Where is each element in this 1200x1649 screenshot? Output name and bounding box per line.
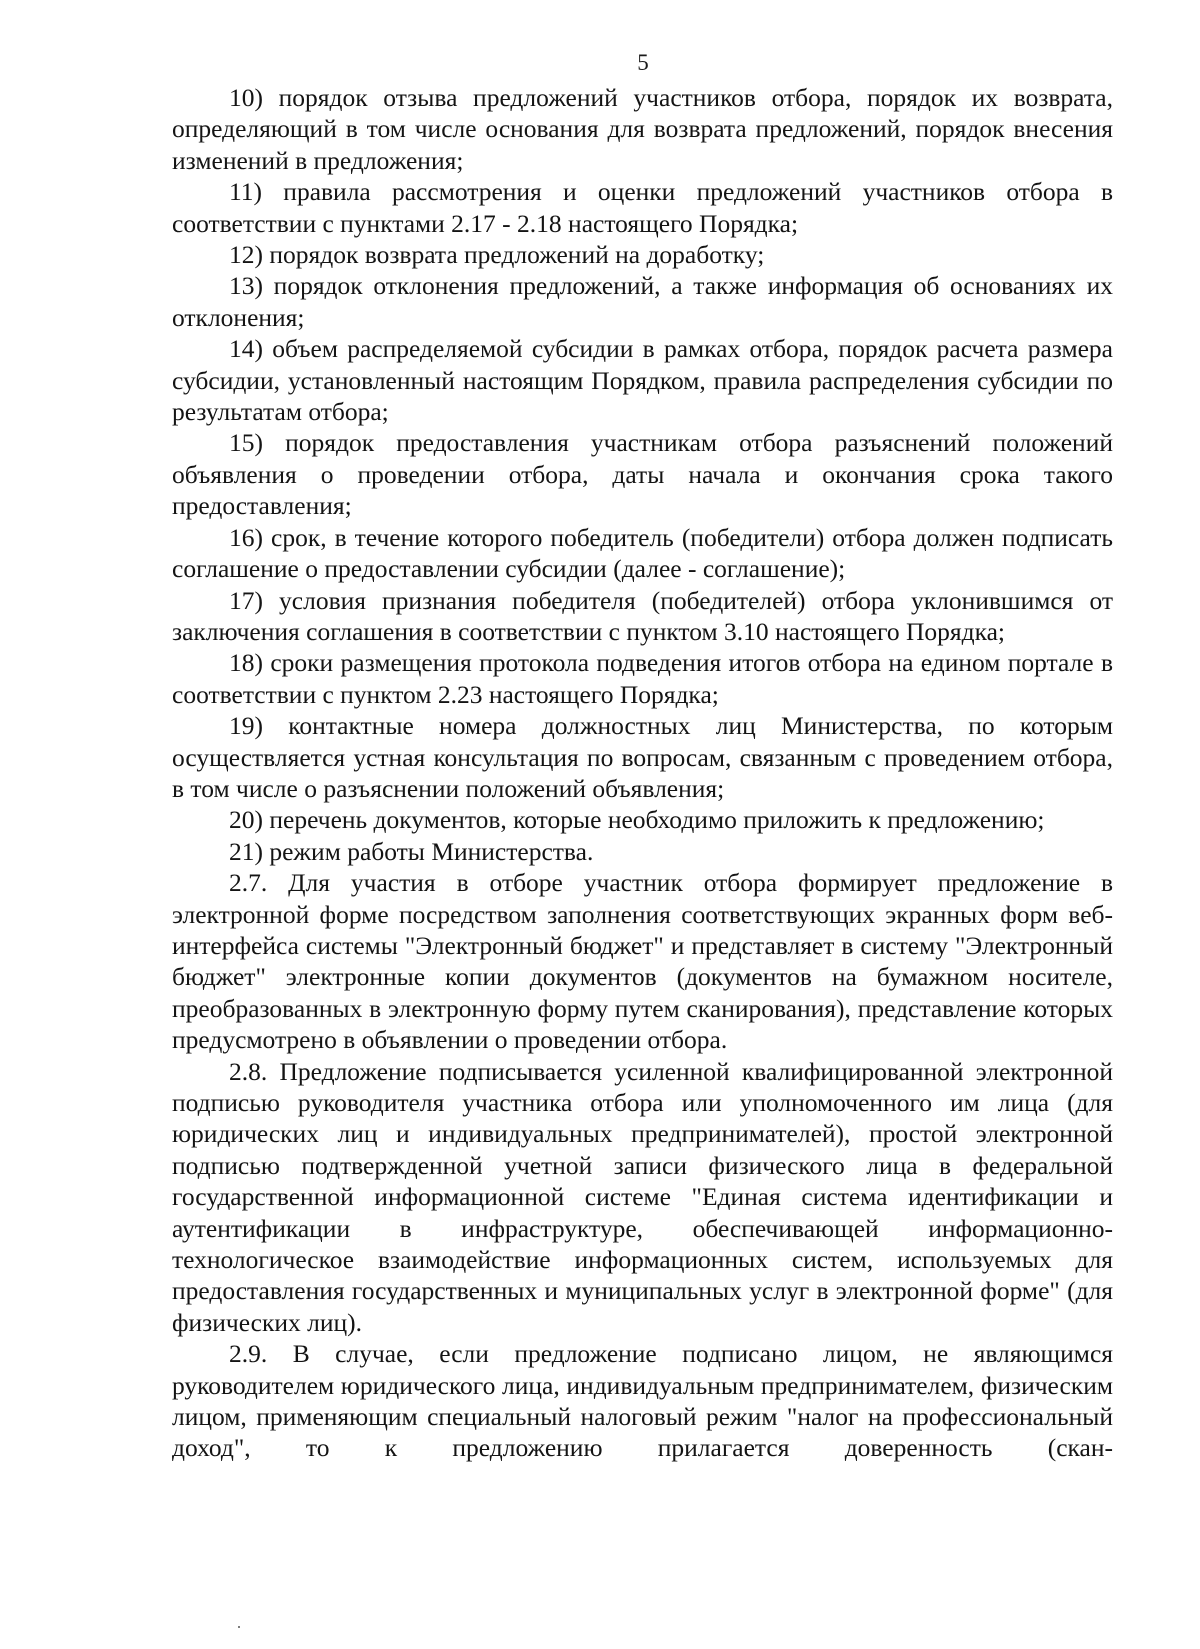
paragraph-item-11: 11) правила рассмотрения и оценки предложений участников отбора в соответствии с пунктами 2.17 - 2.18 настоящего Порядка; [172,177,1113,238]
paragraph-item-20: 20) перечень документов, которые необходимо приложить к предложению; [229,805,1045,835]
paragraph-item-19: 19) контактные номера должностных лиц Министерства, по которым осуществляется устная консультация по вопросам, связанным с проведением отбора, в том числе о разъяснении положений объявления; [172,711,1113,803]
paragraph-item-16: 16) срок, в течение которого победитель (победители) отбора должен подписать соглашение о предоставлении субсидии (далее - соглашение); [172,522,1113,584]
paragraph-section-2-8: 2.8. Предложение подписывается усиленной квалифицированной электронной подписью руководителя участника отбора или уполномоченного им лица (для юридических лиц и индивидуальных предпринимателей), простой электронной подписью подтвержденной учетной записи физического лица в федеральной государственной информационной системе "Единая система идентификации и аутентификации в инфраструктуре, обеспечивающей информационно-технологическое взаимодействие информационных систем, используемых для предоставления государственных и муниципальных услуг в электронной форме" (для физических лиц). [172,1056,1113,1337]
paragraph-item-18: 18) сроки размещения протокола подведения итогов отбора на едином портале в соответствии с пунктом 2.23 настоящего Порядка; [172,648,1113,709]
paragraph-item-10: 10) порядок отзыва предложений участников отбора, порядок их возврата, определяющий в том числе основания для возврата предложений, порядок внесения изменений в предложения; [172,83,1113,175]
paragraph-item-12: 12) порядок возврата предложений на доработку; [229,240,765,270]
document-body [172,82,1113,1464]
paragraph-item-21: 21) режим работы Министерства. [229,836,594,866]
paragraph-item-13: 13) порядок отклонения предложений, а также информация об основаниях их отклонения; [172,271,1113,332]
paragraph-item-15: 15) порядок предоставления участникам отбора разъяснений положений объявления о проведении отбора, даты начала и окончания срока такого предоставления; [172,428,1113,521]
paragraph-item-14: 14) объем распределяемой субсидии в рамках отбора, порядок расчета размера субсидии, установленный настоящим Порядком, правила распределения субсидии по результатам отбора; [172,334,1113,427]
scan-artifact-dot [238,1626,240,1628]
page-number: 5 [637,50,649,75]
paragraph-section-2-9: 2.9. В случае, если предложение подписано лицом, не являющимся руководителем юридического лица, индивидуальным предпринимателем, физическим лицом, применяющим специальный налоговый режим "налог на профессиональный доход", то к предложению прилагается доверенность (скан- [172,1339,1113,1463]
paragraph-section-2-7: 2.7. Для участия в отборе участник отбора формирует предложение в электронной форме посредством заполнения соответствующих экранных форм веб-интерфейса системы "Электронный бюджет" и представляет в систему "Электронный бюджет" электронные копии документов (документов на бумажном носителе, преобразованных в электронную форму путем сканирования), представление которых предусмотрено в объявлении о проведении отбора. [172,868,1113,1055]
paragraph-item-17: 17) условия признания победителя (победителей) отбора уклонившимся от заключения соглашения в соответствии с пунктом 3.10 настоящего Порядка; [172,585,1113,646]
